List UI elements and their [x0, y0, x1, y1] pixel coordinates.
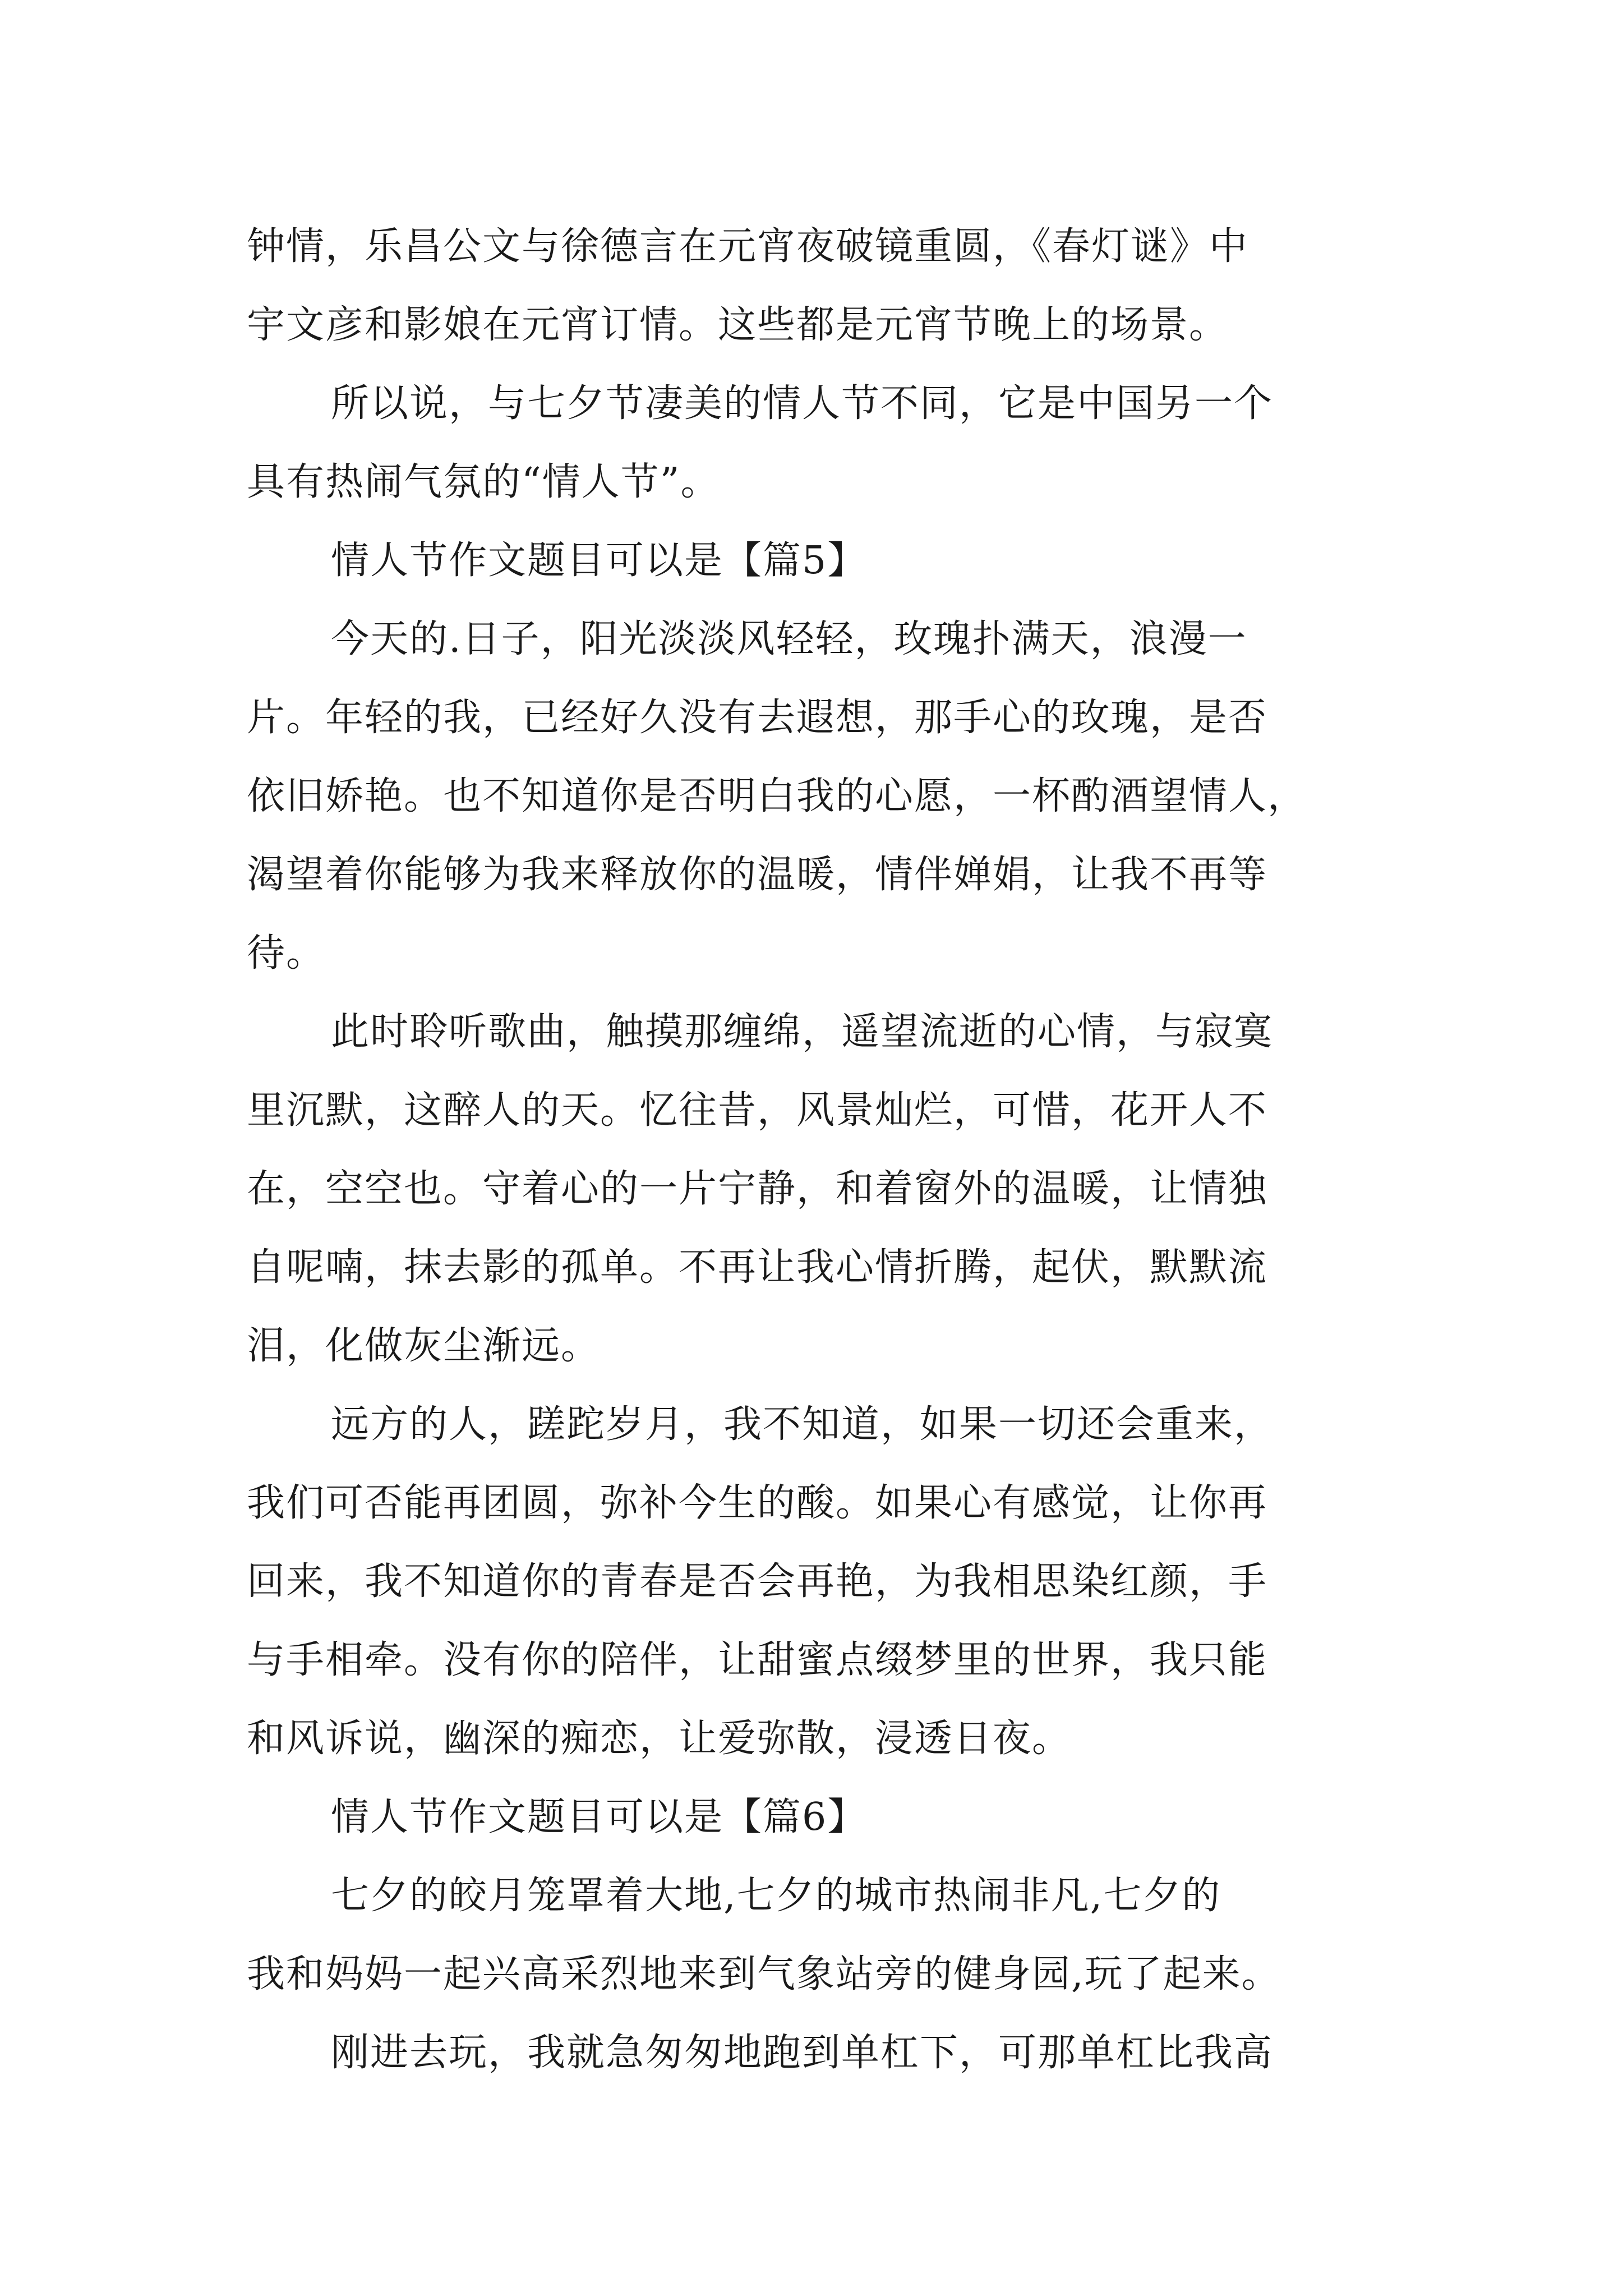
text-line: 泪，化做灰尘渐远。 [247, 1324, 601, 1368]
text-line: 片。年轻的我，已经好久没有去遐想，那手心的玫瑰，是否 [247, 696, 1268, 740]
paragraph-start: 刚进去玩，我就急匆匆地跑到单杠下，可那单杠比我高 [331, 2031, 1274, 2075]
section-heading-6: 情人节作文题目可以是【篇6】 [331, 1795, 867, 1839]
paragraph-start: 远方的人，蹉跎岁月，我不知道，如果一切还会重来， [331, 1402, 1274, 1447]
text-line: 宇文彦和影娘在元宵订情。这些都是元宵节晚上的场景。 [247, 303, 1229, 347]
text-line: 和风诉说，幽深的痴恋，让爱弥散，浸透日夜。 [247, 1717, 1072, 1761]
text-line: 与手相牵。没有你的陪伴，让甜蜜点缀梦里的世界，我只能 [247, 1638, 1268, 1682]
paragraph-start: 所以说，与七夕节凄美的情人节不同，它是中国另一个 [331, 381, 1274, 426]
text-line: 在，空空也。守着心的一片宁静，和着窗外的温暖，让情独 [247, 1167, 1268, 1211]
paragraph-start: 此时聆听歌曲，触摸那缠绵，遥望流逝的心情，与寂寞 [331, 1010, 1274, 1054]
text-line: 依旧娇艳。也不知道你是否明白我的心愿，一杯酌酒望情人， [247, 774, 1307, 818]
text-line: 我们可否能再团圆，弥补今生的酸。如果心有感觉，让你再 [247, 1481, 1268, 1525]
paragraph-start: 七夕的皎月笼罩着大地,七夕的城市热闹非凡,七夕的 [331, 1874, 1221, 1918]
document-body [247, 208, 1391, 2092]
text-line: 钟情，乐昌公文与徐德言在元宵夜破镜重圆，《春灯谜》中 [247, 224, 1249, 269]
text-line: 里沉默，这醉人的天。忆往昔，风景灿烂，可惜，花开人不 [247, 1088, 1268, 1133]
text-line: 具有热闹气氛的“情人节”。 [247, 460, 720, 504]
text-line: 回来，我不知道你的青春是否会再艳，为我相思染红颜，手 [247, 1559, 1268, 1604]
text-line: 自呢喃，抹去影的孤单。不再让我心情折腾，起伏，默默流 [247, 1245, 1268, 1290]
section-heading-5: 情人节作文题目可以是【篇5】 [331, 539, 867, 583]
text-line: 渴望着你能够为我来释放你的温暖，情伴婵娟，让我不再等 [247, 853, 1268, 897]
text-line: 待。 [247, 931, 326, 976]
paragraph-start: 今天的.日子，阳光淡淡风轻轻，玫瑰扑满天，浪漫一 [331, 617, 1247, 661]
text-line: 我和妈妈一起兴高采烈地来到气象站旁的健身园,玩了起来。 [247, 1952, 1281, 1996]
